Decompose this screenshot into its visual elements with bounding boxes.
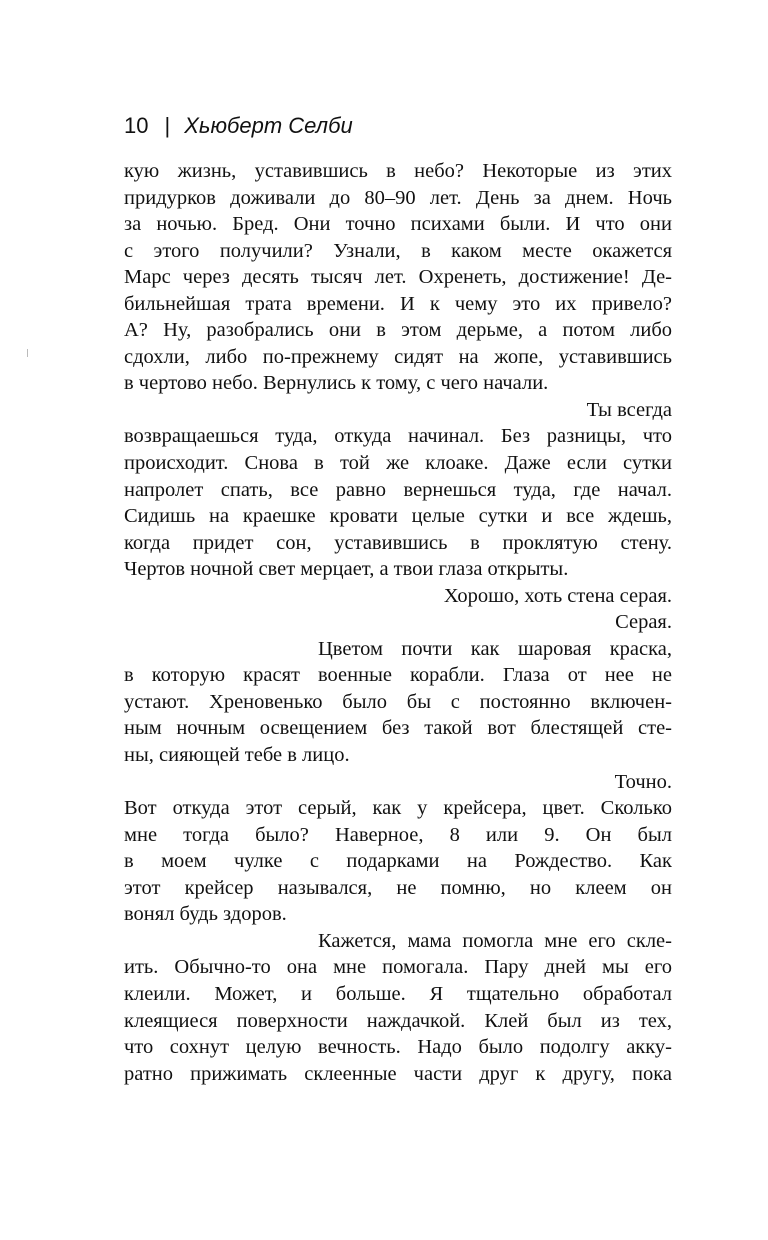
text-line: Марс через десять тысяч лет. Охренеть, достижение! Де- [124,266,672,289]
text-line: напролет спать, все равно вернешься туда, где начал. [124,478,672,501]
text-line: вонял будь здоров. [124,903,287,926]
text-line: мне тогда было? Наверное, 8 или 9. Он был [124,823,672,846]
text-line: клеящиеся поверхности наждачкой. Клей был из тех, [124,1009,672,1032]
text-line: ным ночным освещением без такой вот блестящей сте- [124,717,672,740]
text-line: сдохли, либо по-прежнему сидят на жопе, уставившись [124,345,672,368]
text-line: в которую красят военные корабли. Глаза от нее не [124,664,672,687]
text-line: когда придет сон, уставившись в проклятую стену. [124,531,672,554]
page-number: 10 [124,113,149,138]
text-line: происходит. Снова в той же клоаке. Даже если сутки [124,452,672,475]
text-line: придурков доживали до 80–90 лет. День за днем. Ночь [124,186,672,209]
text-line: ны, сияющей тебе в лицо. [124,744,350,767]
text-line: кую жизнь, уставившись в небо? Некоторые из этих [124,160,672,182]
text-line: возвращаешься туда, откуда начинал. Без разницы, что [124,425,672,448]
text-line: бильнейшая трата времени. И к чему это их привело? [124,292,672,315]
running-head-author: Хьюберт Селби [184,113,353,138]
text-line: что сохнут целую вечность. Надо было подолгу акку- [124,1036,672,1059]
header-separator: | [164,113,171,138]
text-line: ратно прижимать склеенные части друг к другу, пока [124,1062,672,1085]
text-line: за ночью. Бред. Они точно психами были. И что они [124,213,672,236]
text-line: Вот откуда этот серый, как у крейсера, цвет. Сколько [124,797,672,820]
text-line: Сидишь на краешке кровати целые сутки и все ждешь, [124,505,672,528]
margin-mark [27,349,28,357]
text-line: Чертов ночной свет мерцает, а твои глаза открыты. [124,558,569,581]
text-line: в чертово небо. Вернулись к тому, с чего начали. [124,372,549,395]
text-line: клеили. Может, и больше. Я тщательно обработал [124,982,672,1005]
text-line: Точно. [614,770,672,793]
text-line: Серая. [615,611,672,634]
text-line: Кажется, мама помогла мне его скле- [318,929,672,952]
text-line: Хорошо, хоть стена серая. [443,584,672,607]
body-text [124,158,672,1087]
text-line: устают. Хреновенько было бы с постоянно включен- [124,690,672,713]
text-line: Цветом почти как шаровая краска, [318,637,672,660]
page-header [124,110,353,142]
text-line: ить. Обычно-то она мне помогала. Пару дней мы его [124,956,672,979]
text-line: с этого получили? Узнали, в каком месте окажется [124,239,672,262]
text-line: этот крейсер назывался, не помню, но клеем он [124,876,672,899]
text-line: в моем чулке с подарками на Рождество. Как [124,850,672,873]
text-line: А? Ну, разобрались они в этом дерьме, а потом либо [124,319,672,342]
text-line: Ты всегда [586,398,672,421]
